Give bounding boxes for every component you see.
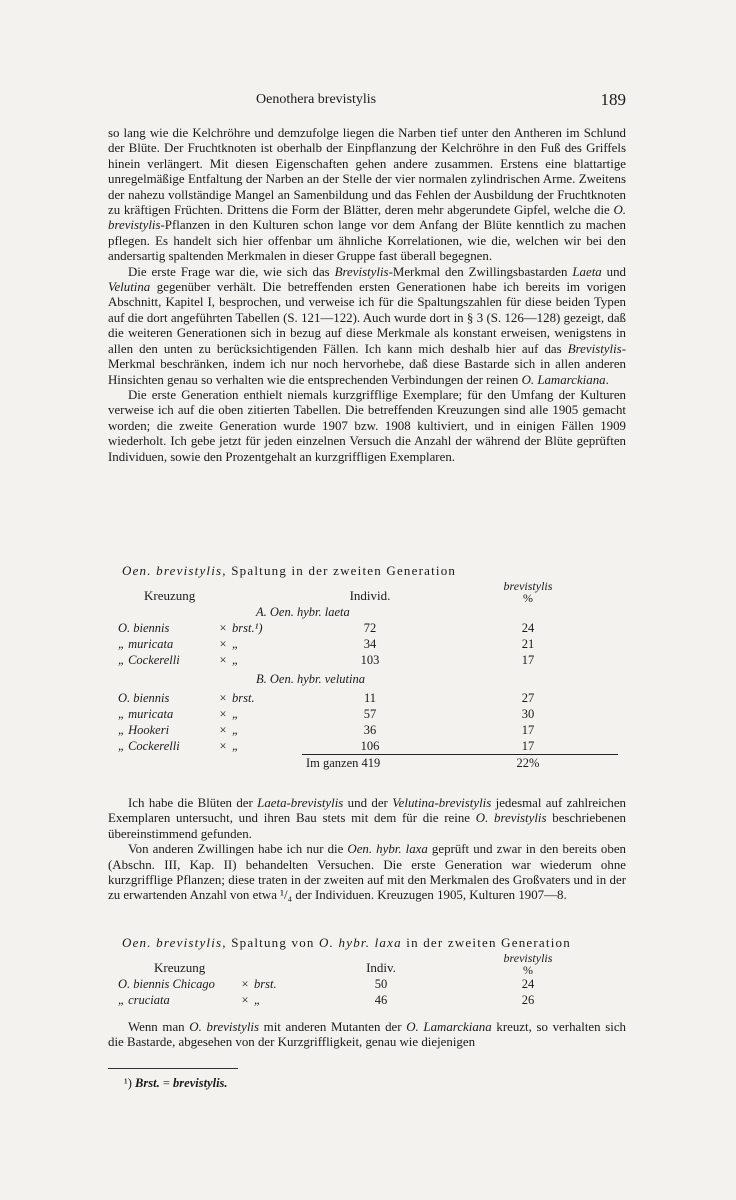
cell-individuals: 72 bbox=[363, 620, 377, 635]
table-row bbox=[118, 722, 618, 738]
table-row bbox=[118, 976, 618, 992]
italic-text: O. brevistylis bbox=[108, 203, 626, 233]
cell-percent: 24 bbox=[521, 620, 535, 635]
cell-cross-left: „ cruciata bbox=[118, 992, 170, 1007]
text-run: Wenn man bbox=[128, 1020, 190, 1034]
body-text-top bbox=[108, 126, 626, 465]
text-run: jedesmal auf zahlreichen Exemplaren untersucht, und ihren Bau stets mit dem für die reine bbox=[108, 796, 626, 826]
cell-cross-left: „ Hookeri bbox=[118, 722, 170, 737]
table-row bbox=[118, 652, 618, 668]
text-run: -Merkmal den Zwillingsbastarden bbox=[388, 264, 573, 279]
text-run: und der bbox=[343, 796, 393, 810]
table1-caption bbox=[122, 563, 542, 579]
table-row bbox=[118, 738, 618, 755]
cell-percent: 17 bbox=[521, 738, 535, 753]
group-b-heading: B. Oen. hybr. velutina bbox=[256, 671, 366, 686]
total-spacer bbox=[118, 755, 302, 772]
footnote-term: Brst. bbox=[135, 1076, 160, 1090]
paragraph bbox=[108, 126, 626, 265]
cell-individuals: 11 bbox=[363, 690, 377, 705]
italic-text: O. brevistylis bbox=[189, 1020, 260, 1034]
paragraph bbox=[108, 842, 626, 904]
paragraph bbox=[108, 1020, 626, 1051]
footnote-mark: ¹) bbox=[124, 1076, 132, 1090]
footnote bbox=[124, 1076, 228, 1091]
cell-cross-left: O. biennis bbox=[118, 620, 170, 635]
table2-header-row bbox=[118, 952, 618, 976]
cell-cross-right: „ bbox=[232, 636, 239, 651]
text-run: so lang wie die Kelchröhre und demzufolge liegen die Narben tief unter den Antheren im Schlund der Blüte. Der Fruchtknoten ist oberhalb der Einpflanzung der Kelchröhre in den Fuß des Griffels hinein verlängert. Mit diesen Eigenschaften gehen andere zusammen. Erstens eine blattartige unregelmäßige Entfaltung der Narben an der Stelle der vier normalen zylindrischen Arme. Zweitens der nahezu vollständige Mangel an Samenbildung und das Fehlen der Ausbildung der Fruchtknoten zu kräftigen Früchten. Drittens die Form der Blätter, deren mehr abgerundete Gipfel, welche die bbox=[108, 126, 626, 218]
cell-percent: 27 bbox=[521, 690, 535, 705]
table2-body bbox=[118, 976, 618, 1008]
total-label-cell bbox=[302, 755, 438, 772]
group-header-row bbox=[118, 604, 618, 620]
footnote-divider bbox=[108, 1068, 238, 1069]
italic-text: Laeta bbox=[572, 264, 602, 279]
table-row bbox=[118, 636, 618, 652]
cell-individuals: 50 bbox=[374, 976, 388, 991]
col-header-brevistylis-label: brevistylis bbox=[503, 579, 553, 593]
page-header bbox=[256, 92, 626, 112]
text-run: -Merkmal beschränken, indem ich nur noch hervorhebe, daß diese Bastarde sich in allen anderen Hinsichten genau so verhalten wie die entsprechenden Verbindungen der reinen bbox=[108, 341, 626, 387]
table2-caption-text: Spaltung von bbox=[231, 935, 315, 950]
cell-cross-symbol: × bbox=[219, 722, 227, 737]
text-run: Die erste Generation enthielt niemals kurzgrifflige Exemplare; für den Umfang der Kulturen verweise ich auf die oben zitierten Tabellen. Die betreffenden Kreuzungen sind alle 1905 gemacht worden; die zweite Generation wurde 1907 bzw. 1908 kultiviert, und in einigen Fällen 1909 wiederholt. Ich gebe jetzt für jeden einzelnen Versuch die Anzahl der während der Blüte geprüften Individuen, sowie den Prozentgehalt an kurzgriffligen Exemplaren. bbox=[108, 387, 626, 464]
page-number: 189 bbox=[600, 90, 626, 109]
group-a-heading: A. Oen. hybr. laeta bbox=[256, 604, 350, 619]
text-run: . bbox=[605, 372, 609, 387]
text-run: und bbox=[601, 264, 627, 279]
table1-group-b bbox=[118, 690, 618, 755]
paragraph bbox=[108, 265, 626, 388]
table2-caption-italic-2: O. hybr. laxa bbox=[319, 935, 402, 950]
col-header-percent: % bbox=[523, 591, 533, 605]
col-header-individ: Individ. bbox=[349, 588, 391, 603]
cell-cross-right: „ bbox=[254, 992, 261, 1007]
italic-text: Oen. hybr. laxa bbox=[347, 842, 428, 857]
italic-text: O. Lamarckiana bbox=[521, 372, 606, 387]
table2-caption-italic: Oen. brevistylis, bbox=[122, 935, 227, 950]
cell-percent: 24 bbox=[521, 976, 535, 991]
table1-caption-italic: Oen. brevistylis, bbox=[122, 563, 227, 578]
cell-individuals: 46 bbox=[374, 992, 388, 1007]
cell-cross-symbol: × bbox=[219, 738, 227, 753]
cell-cross-symbol: × bbox=[219, 690, 227, 705]
cell-cross-left: „ muricata bbox=[118, 706, 174, 721]
table2 bbox=[118, 952, 618, 1008]
text-run: beschriebenen übereinstimmend gefunden. bbox=[108, 811, 626, 841]
italic-text: Velutina bbox=[108, 280, 151, 295]
cell-percent: 21 bbox=[521, 636, 535, 651]
col-header-brevistylis bbox=[438, 952, 618, 976]
table-row bbox=[118, 992, 618, 1008]
italic-text: Laeta-brevistylis bbox=[257, 796, 344, 810]
col-header-brevistylis-label: brevistylis bbox=[503, 951, 553, 965]
col-header-brevistylis bbox=[438, 580, 618, 604]
table2-caption-text-2: in der zweiten Generation bbox=[406, 935, 571, 950]
col-header-kreuzung: Kreuzung bbox=[154, 960, 206, 975]
text-run: kreuzt, so verhalten sich die Bastarde, abgesehen von der Kurzgriffligkeit, genau wie diejenigen bbox=[108, 1020, 627, 1050]
table2-caption bbox=[122, 935, 622, 951]
cell-cross-left: O. biennis bbox=[118, 690, 170, 705]
paragraph bbox=[108, 796, 626, 842]
running-title: Oenothera brevistylis bbox=[256, 92, 377, 107]
body-text-bottom bbox=[108, 1020, 626, 1051]
italic-text: O. brevistylis bbox=[475, 811, 547, 826]
col-header-percent: % bbox=[523, 963, 533, 977]
cell-individuals: 106 bbox=[360, 738, 380, 753]
text-run: mit anderen Mutanten der bbox=[259, 1020, 407, 1034]
cell-cross-right: „ bbox=[232, 652, 239, 667]
table-row bbox=[118, 690, 618, 706]
text-run: geprüft und zwar in den bereits oben (Abschn. III, Kap. II) behandelten Versuchen. Die erste Generation war wiederum ohne kurzgrifflige Pflanzen; diese traten in der zweiten auf mit den Merkmalen des Großvaters und in der zu erwartenden Anzahl von etwa ¹/₄ der Individuen. Kreuzugen 1905, Kulturen 1907—8. bbox=[108, 842, 626, 903]
total-individ: 419 bbox=[361, 755, 381, 770]
col-header-kreuzung: Kreuzung bbox=[144, 588, 196, 603]
total-percent: 22% bbox=[438, 755, 618, 772]
table1 bbox=[118, 580, 618, 771]
cell-percent: 17 bbox=[521, 652, 535, 667]
cell-cross-left: „ Cockerelli bbox=[118, 652, 180, 667]
paragraph bbox=[108, 388, 626, 465]
italic-text: Velutina-brevistylis bbox=[392, 796, 492, 810]
table1-header-row bbox=[118, 580, 618, 604]
table1-caption-text: Spaltung in der zweiten Generation bbox=[231, 563, 457, 578]
col-header-indiv: Indiv. bbox=[366, 960, 396, 975]
footnote-definition: brevistylis. bbox=[173, 1076, 228, 1090]
cell-cross-right: „ bbox=[232, 722, 239, 737]
italic-text: Brevistylis bbox=[334, 264, 389, 279]
cell-cross-symbol: × bbox=[241, 976, 249, 991]
cell-individuals: 34 bbox=[363, 636, 377, 651]
cell-individuals: 57 bbox=[363, 706, 377, 721]
text-run: -Pflanzen in den Kulturen schon lange vor dem Anfang der Blüte kenntlich zu machen pflegen. Es handelt sich hier offenbar um ähnliche Korrelationen, wie die, welchen wir bei den andersartig spaltenden Merkmalen in dieser Gruppe fast überall begegnen. bbox=[108, 218, 626, 264]
table1-group-a bbox=[118, 620, 618, 668]
italic-text: O. Lamarckiana bbox=[406, 1020, 492, 1034]
cell-cross-symbol: × bbox=[219, 706, 227, 721]
cell-cross-right: brst.¹) bbox=[232, 620, 263, 635]
cell-cross-left: „ muricata bbox=[118, 636, 174, 651]
cell-cross-right: brst. bbox=[232, 690, 255, 705]
cell-cross-left: „ Cockerelli bbox=[118, 738, 180, 753]
table1-total-row bbox=[118, 755, 618, 772]
text-run: Die erste Frage war die, wie sich das bbox=[128, 264, 335, 279]
text-run: Von anderen Zwillingen habe ich nur die bbox=[128, 842, 348, 857]
cell-cross-right: brst. bbox=[254, 976, 277, 991]
cell-individuals: 36 bbox=[363, 722, 377, 737]
cell-cross-symbol: × bbox=[219, 652, 227, 667]
cell-cross-right: „ bbox=[232, 738, 239, 753]
cell-percent: 17 bbox=[521, 722, 535, 737]
cell-percent: 30 bbox=[521, 706, 535, 721]
text-run: gegenüber verhält. Die betreffenden ersten Generationen habe ich bereits im vorigen Abschnitt, Kapitel I, besprochen, und verweise ich für die Spaltungszahlen für diese beiden Typen auf die dort angeführten Tabellen (S. 121—122). Auch wurde dort in § 3 (S. 126—128) gezeigt, daß die weiteren Generationen sich in bezug auf diese Merkmale als konstant erweisen, wenigstens in allen den unten zu berücksichtigenden Fällen. Ich kann mich deshalb hier auf das bbox=[108, 280, 626, 356]
cell-cross-left: O. biennis Chicago bbox=[118, 976, 215, 991]
cell-cross-symbol: × bbox=[241, 992, 249, 1007]
table-row bbox=[118, 620, 618, 636]
cell-individuals: 103 bbox=[360, 652, 380, 667]
group-header-row bbox=[118, 668, 618, 690]
italic-text: Brevistylis bbox=[567, 341, 622, 356]
total-label: Im ganzen bbox=[306, 755, 359, 770]
footnote-equals: = bbox=[162, 1076, 170, 1090]
cell-percent: 26 bbox=[521, 992, 535, 1007]
text-run: Ich habe die Blüten der bbox=[128, 796, 258, 810]
cell-cross-symbol: × bbox=[219, 636, 227, 651]
table-row bbox=[118, 706, 618, 722]
cell-cross-symbol: × bbox=[219, 620, 227, 635]
cell-cross-right: „ bbox=[232, 706, 239, 721]
body-text-middle bbox=[108, 796, 626, 904]
